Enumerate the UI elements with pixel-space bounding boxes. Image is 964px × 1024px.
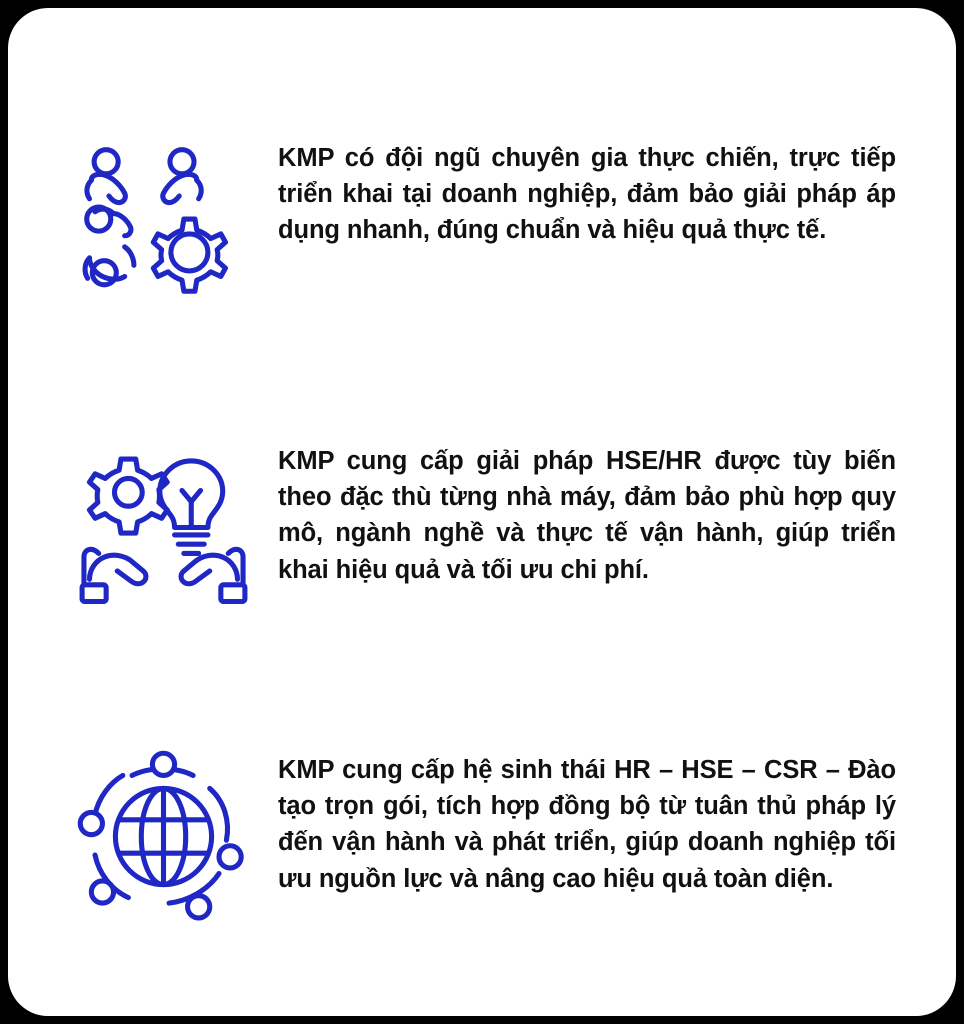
feature-text-cell	[278, 126, 896, 249]
teamwork-gear-icon	[48, 126, 278, 319]
list-item	[48, 429, 896, 620]
list-item	[48, 126, 896, 319]
feature-text-cell	[278, 429, 896, 588]
feature-text-cell	[278, 738, 896, 897]
feature-text: KMP cung cấp hệ sinh thái HR – HSE – CSR – Đào tạo trọn gói, tích hợp đồng bộ từ tuân thủ pháp lý đến vận hành và phát triển, giúp doanh nghiệp tối ưu nguồn lực và nâng cao hiệu quả toàn diện.	[278, 756, 896, 893]
content-card	[8, 8, 956, 1016]
feature-text: KMP cung cấp giải pháp HSE/HR được tùy biến theo đặc thù từng nhà máy, đảm bảo phù hợp quy mô, ngành nghề và thực tế vận hành, giúp triển khai hiệu quả và tối ưu chi phí.	[278, 447, 896, 584]
feature-text: KMP có đội ngũ chuyên gia thực chiến, trực tiếp triển khai tại doanh nghiệp, đảm bảo giải pháp áp dụng nhanh, đúng chuẩn và hiệu quả thực tế.	[278, 144, 896, 245]
list-item	[48, 738, 896, 929]
feature-list	[8, 8, 956, 989]
hands-lightbulb-gear-icon	[48, 429, 278, 620]
global-network-icon	[48, 738, 278, 929]
